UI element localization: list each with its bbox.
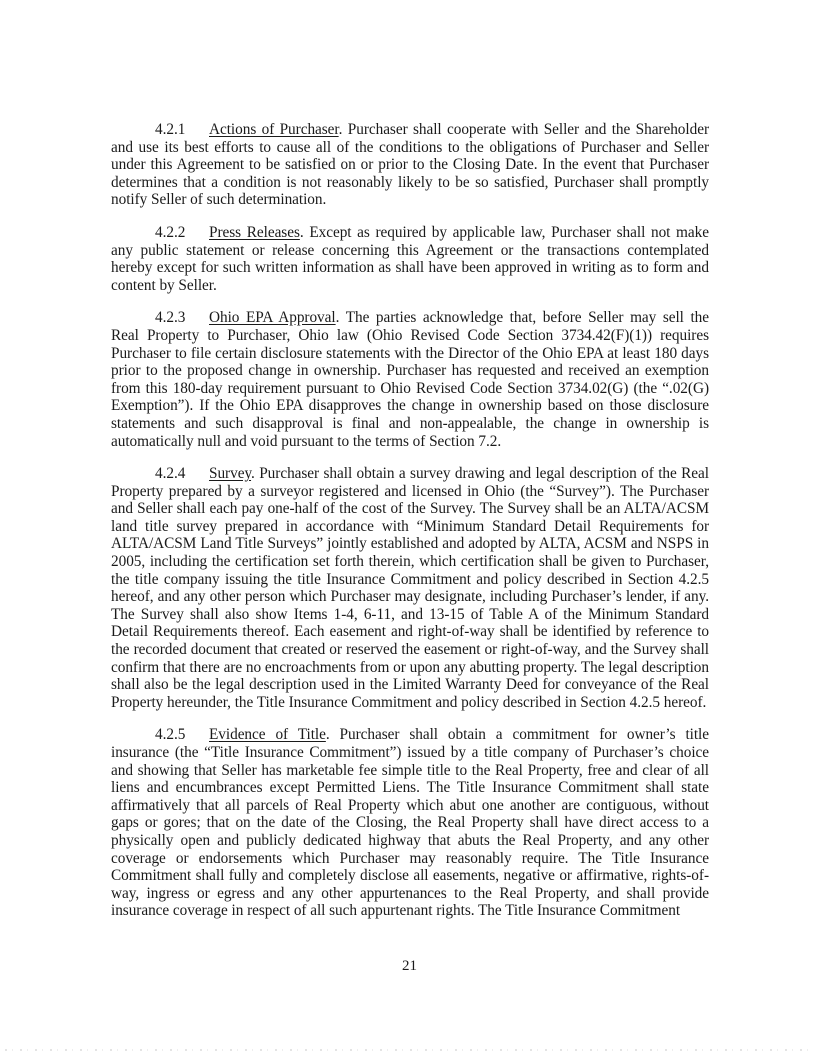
section-body: . The parties acknowledge that, before Seller may sell the Real Property to Purchaser, Ohio law (Ohio Revised Code Section 3734.42(F)(1)) requires Purchaser to file certain disclosure statements with the Director of the Ohio EPA at least 180 days prior to the proposed change in ownership. Purchaser has requested and received an exemption from this 180-day requirement pursuant to Ohio Revised Code Section 3734.02(G) (the “.02(G) Exemption”). If the Ohio EPA disapproves the change in ownership based on those disclosure statements and such disapproval is final and non-appealable, the change in ownership is automatically null and void pursuant to the terms of Section 7.2. <box>111 309 710 450</box>
document-body <box>111 121 709 935</box>
section-4-2-5 <box>111 726 709 920</box>
section-4-2-2 <box>111 224 709 294</box>
section-body: . Purchaser shall obtain a survey drawing and legal description of the Real Property prepared by a surveyor registered and licensed in Ohio (the “Survey”). The Purchaser and Seller shall each pay one-half of the cost of the Survey. The Survey shall be an ALTA/ACSM land title survey prepared in accordance with “Minimum Standard Detail Requirements for ALTA/ACSM Land Title Surveys” jointly established and adopted by ALTA, ACSM and NSPS in 2005, including the certification set forth therein, which certification shall be given to Purchaser, the title company issuing the title Insurance Commitment and policy described in Section 4.2.5 hereof, and any other person which Purchaser may designate, including Purchaser’s lender, if any. The Survey shall also show Items 1-4, 6-11, and 13-15 of Table A of the Minimum Standard Detail Requirements thereof. Each easement and right-of-way shall be identified by reference to the recorded document that created or reserved the easement or right-of-way, and the Survey shall confirm that there are no encroachments from or upon any abutting property. The legal description shall also be the legal description used in the Limited Warranty Deed for conveyance of the Real Property hereunder, the Title Insurance Commitment and policy described in Section 4.2.5 hereof. <box>111 465 709 711</box>
section-4-2-4 <box>111 465 709 711</box>
section-heading: Ohio EPA Approval <box>209 309 336 327</box>
page-number: 21 <box>402 958 417 974</box>
section-number: 4.2.1 <box>155 121 186 138</box>
section-number: 4.2.4 <box>155 465 186 483</box>
section-number: 4.2.5 <box>155 726 186 744</box>
section-heading: Survey <box>209 465 252 483</box>
section-4-2-3 <box>111 309 709 450</box>
scan-artifact-line <box>5 1049 814 1051</box>
section-number: 4.2.3 <box>155 309 186 327</box>
section-body: . Purchaser shall cooperate with Seller and the Shareholder and use its best efforts to cause all of the conditions to the obligations of Purchaser and Seller under this Agreement to be satisfied on or prior to the Closing Date. In the event that Purchaser determines that a condition is not reasonably likely to be so satisfied, Purchaser shall promptly notify Seller of such determination. <box>111 121 709 209</box>
section-heading: Evidence of Title <box>209 726 326 744</box>
section-heading: Press Releases <box>209 223 300 241</box>
section-4-2-1 <box>111 121 709 209</box>
section-body: . Purchaser shall obtain a commitment for owner’s title insurance (the “Title Insurance Commitment”) issued by a title company of Purchaser’s choice and showing that Seller has marketable fee simple title to the Real Property, free and clear of all liens and encumbrances except Permitted Liens. The Title Insurance Commitment shall state affirmatively that all parcels of Real Property which abut one another are contiguous, without gaps or gores; that on the date of the Closing, the Real Property shall have direct access to a physically open and publicly dedicated highway that abuts the Real Property, and any other coverage or endorsements which Purchaser may reasonably require. The Title Insurance Commitment shall fully and completely disclose all easements, negative or affirmative, rights-of-way, ingress or egress and any other appurtenances to the Real Property, and shall provide insurance coverage in respect of all such appurtenant rights. The Title Insurance Commitment <box>111 726 709 920</box>
section-number: 4.2.2 <box>155 223 186 241</box>
section-body: . Except as required by applicable law, Purchaser shall not make any public statement or release concerning this Agreement or the transactions contemplated hereby except for such written information as shall have been approved in writing as to form and content by Seller. <box>111 223 709 294</box>
section-heading: Actions of Purchaser <box>209 121 339 138</box>
